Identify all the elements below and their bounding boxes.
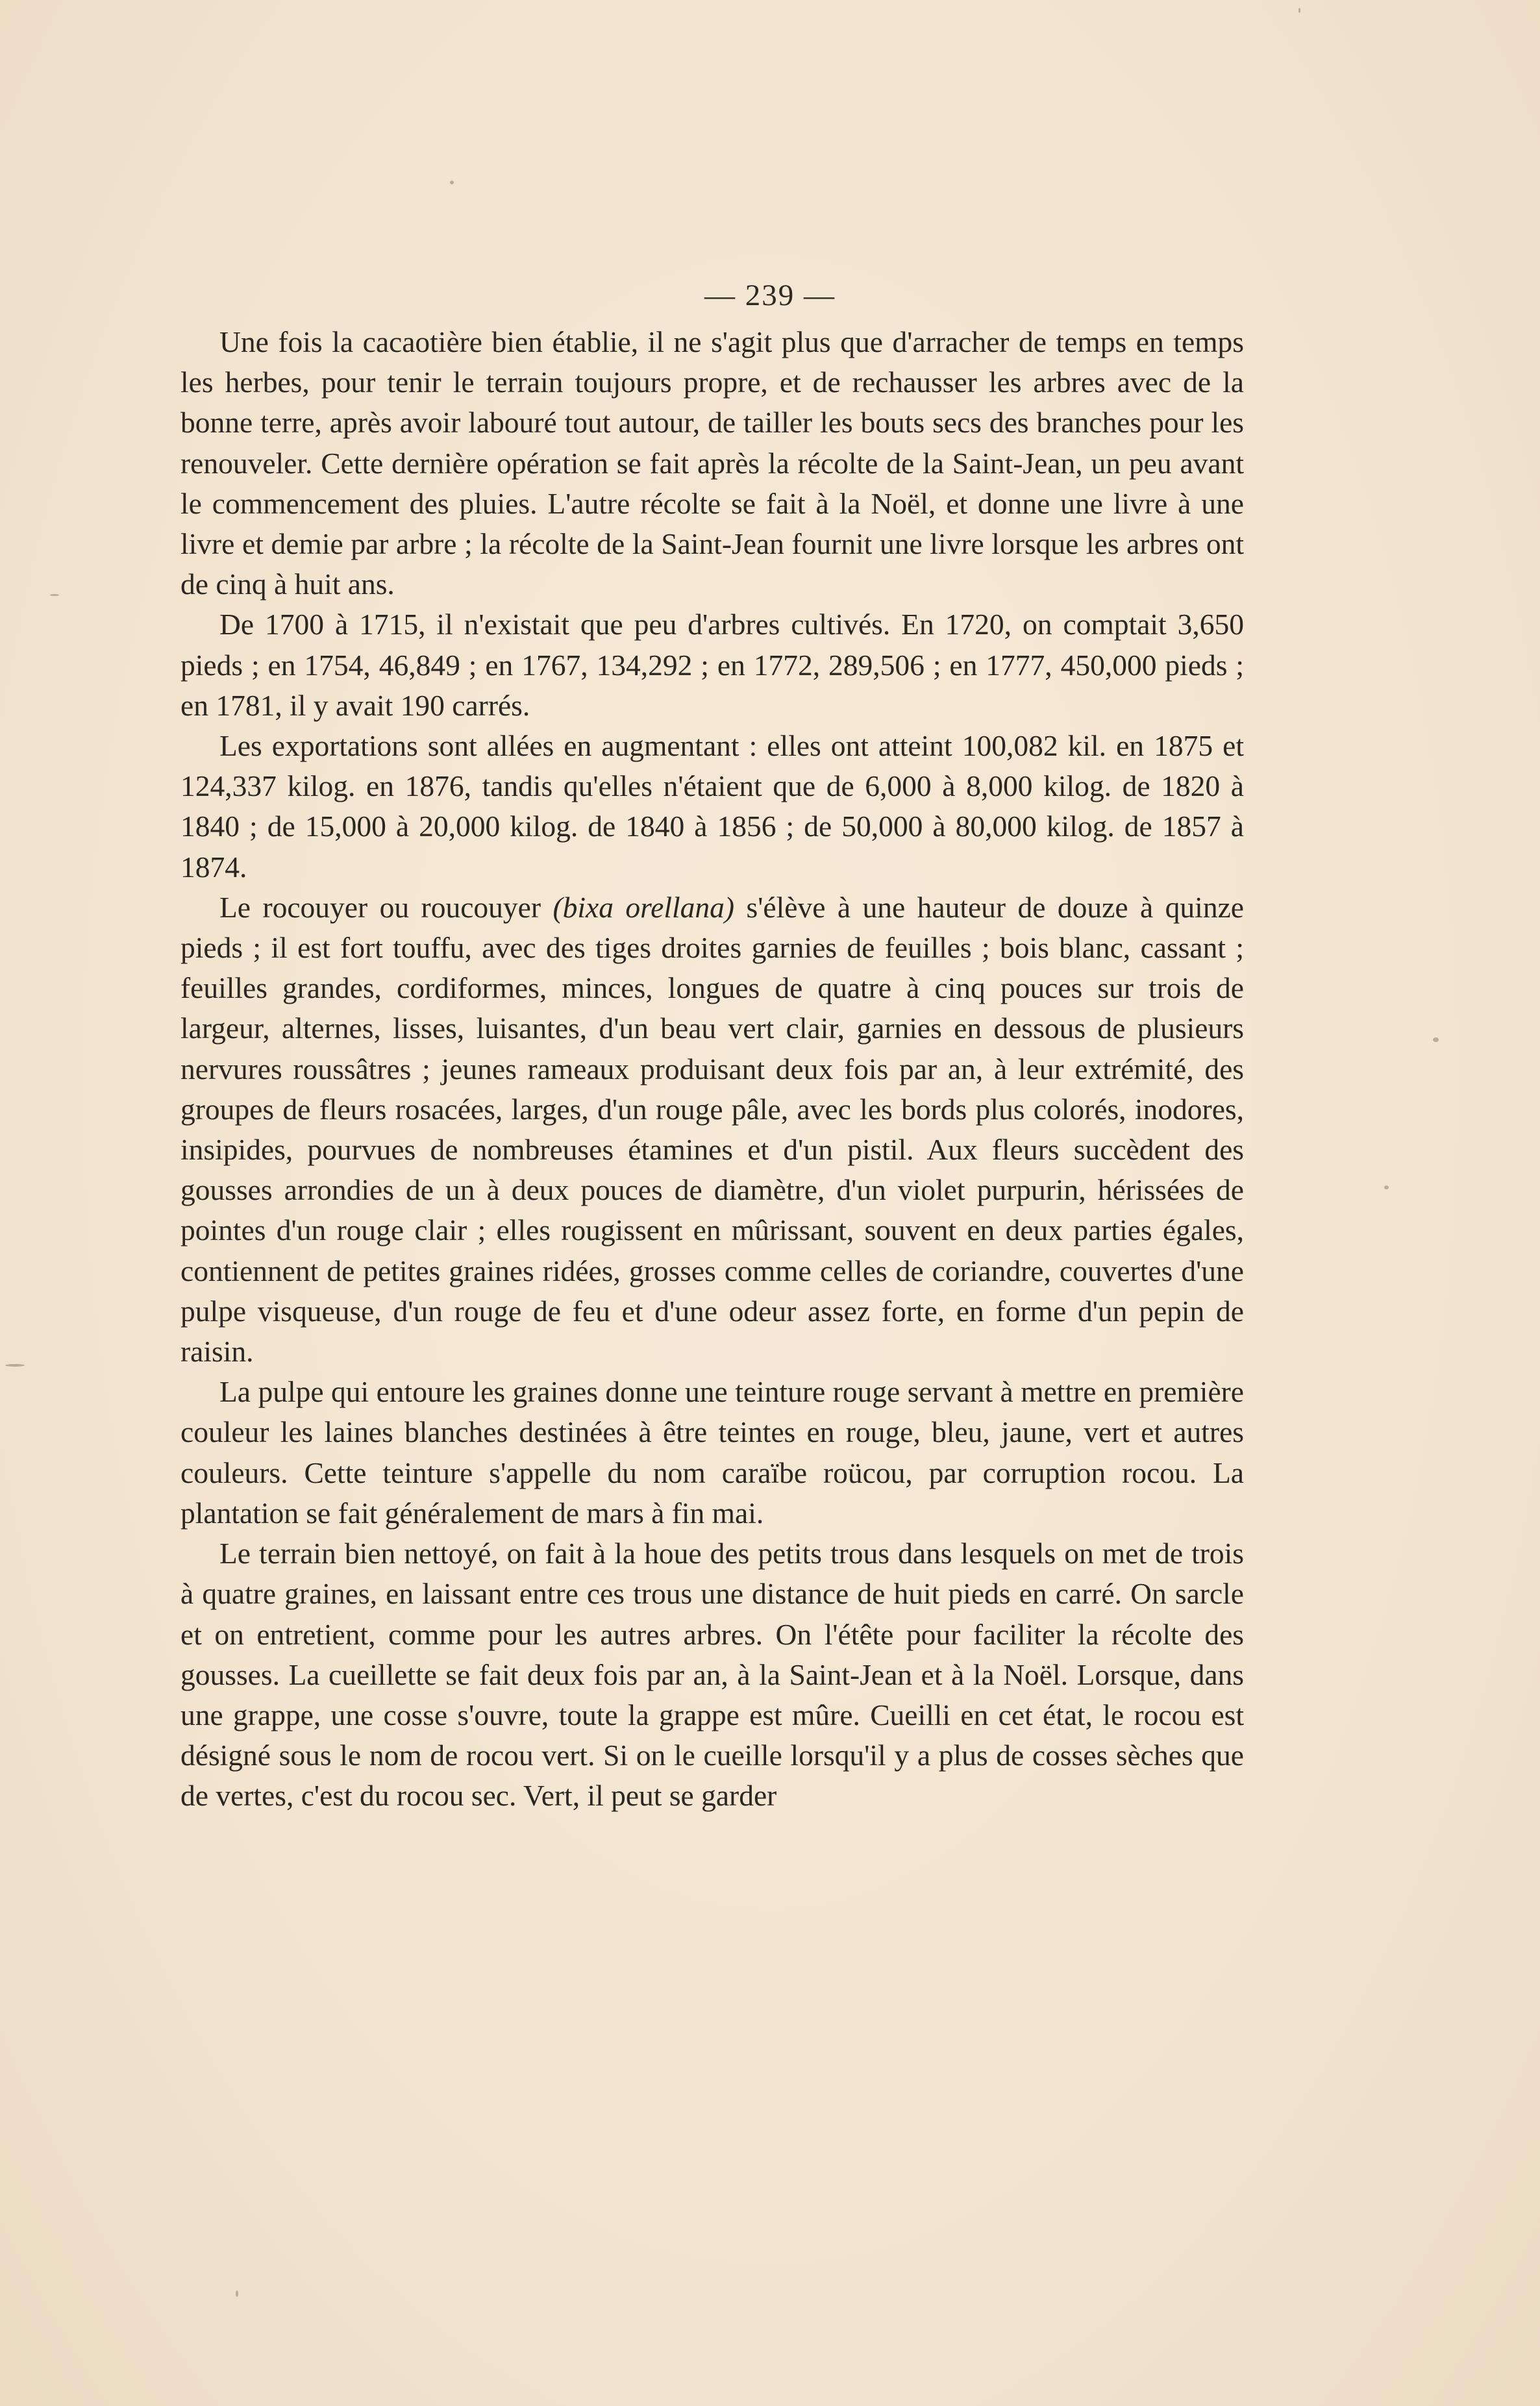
scan-speck [1433, 1037, 1439, 1042]
scan-speck [1384, 1185, 1389, 1189]
paragraph-plantation: Le terrain bien nettoyé, on fait à la houe des petits trous dans lesquels on met de trois à quatre graines, en laissant entre ces trous une distance de huit pieds en carré. On sarcle et on entretient, comme pour les autres arbres. On l'étête pour faciliter la récolte des gousses. La cueillette se fait deux fois par an, à la Saint-Jean et à la Noël. Lorsque, dans une grappe, une cosse s'ouvre, toute la grappe est mûre. Cueilli en cet état, le rocou est désigné sous le nom de rocou vert. Si on le cueille lorsqu'il y a plus de cosses sèches que de vertes, c'est du rocou sec. Vert, il peut se garder [180, 1537, 1244, 1813]
scan-speck [50, 594, 59, 596]
scan-speck [450, 180, 454, 184]
scan-speck [1298, 8, 1300, 13]
rocouyer-intro: Le rocouyer ou roucouyer [219, 890, 553, 924]
page-number: — 239 — [704, 279, 836, 312]
paragraph-rocouyer [180, 887, 1244, 1372]
paragraph-teinture: La pulpe qui entoure les graines donne une teinture rouge servant à mettre en première couleur les laines blanches destinées à être teintes en rouge, bleu, jaune, vert et autres couleurs. Cette teinture s'appelle du nom caraïbe roücou, par corruption rocou. La plantation se fait généralement de mars à fin mai. [180, 1375, 1244, 1530]
paragraph-history: De 1700 à 1715, il n'existait que peu d'arbres cultivés. En 1720, on comptait 3,650 pieds ; en 1754, 46,849 ; en 1767, 134,292 ; en 1772, 289,506 ; en 1777, 450,000 pieds ; en 1781, il y avait 190 carrés. [180, 608, 1244, 722]
body-text [180, 322, 1244, 1817]
scan-speck [236, 2290, 238, 2297]
paragraph-exports: Les exportations sont allées en augmentant : elles ont atteint 100,082 kil. en 1875 et 124,337 kilog. en 1876, tandis qu'elles n'étaient que de 6,000 à 8,000 kilog. de 1820 à 1840 ; de 15,000 à 20,000 kilog. de 1840 à 1856 ; de 50,000 à 80,000 kilog. de 1857 à 1874. [180, 729, 1244, 884]
botanical-name: (bixa orellana) [553, 890, 735, 924]
rocouyer-description: s'élève à une hauteur de douze à quinze pieds ; il est fort touffu, avec des tiges droites garnies de feuilles ; bois blanc, cassant ; feuilles grandes, cordiformes, minces, longues de quatre à cinq pouces sur trois de largeur, alternes, lisses, luisantes, d'un beau vert clair, garnies en dessous de plusieurs nervures roussâtres ; jeunes rameaux produisant deux fois par an, à leur extrémité, des groupes de fleurs rosacées, larges, d'un rouge pâle, avec les bords plus colorés, inodores, insipides, pourvues de nombreuses étamines et d'un pistil. Aux fleurs succèdent des gousses arrondies de un à deux pouces de diamètre, d'un violet purpurin, hérissées de pointes d'un rouge clair ; elles rougissent en mûrissant, souvent en deux parties égales, contiennent de petites graines ridées, grosses comme celles de coriandre, couvertes d'une pulpe visqueuse, d'un rouge de feu et d'une odeur assez forte, en forme d'un pepin de raisin. [180, 890, 1244, 1369]
scan-speck [5, 1364, 25, 1367]
paragraph-cacaotiere: Une fois la cacaotière bien établie, il ne s'agit plus que d'arracher de temps en temps les herbes, pour tenir le terrain toujours propre, et de rechausser les arbres avec de la bonne terre, après avoir labouré tout autour, de tailler les bouts secs des branches pour les renouveler. Cette dernière opération se fait après la récolte de la Saint-Jean, un peu avant le commencement des pluies. L'autre récolte se fait à la Noël, et donne une livre à une livre et demie par arbre ; la récolte de la Saint-Jean fournit une livre lorsque les arbres ont de cinq à huit ans. [180, 325, 1244, 601]
